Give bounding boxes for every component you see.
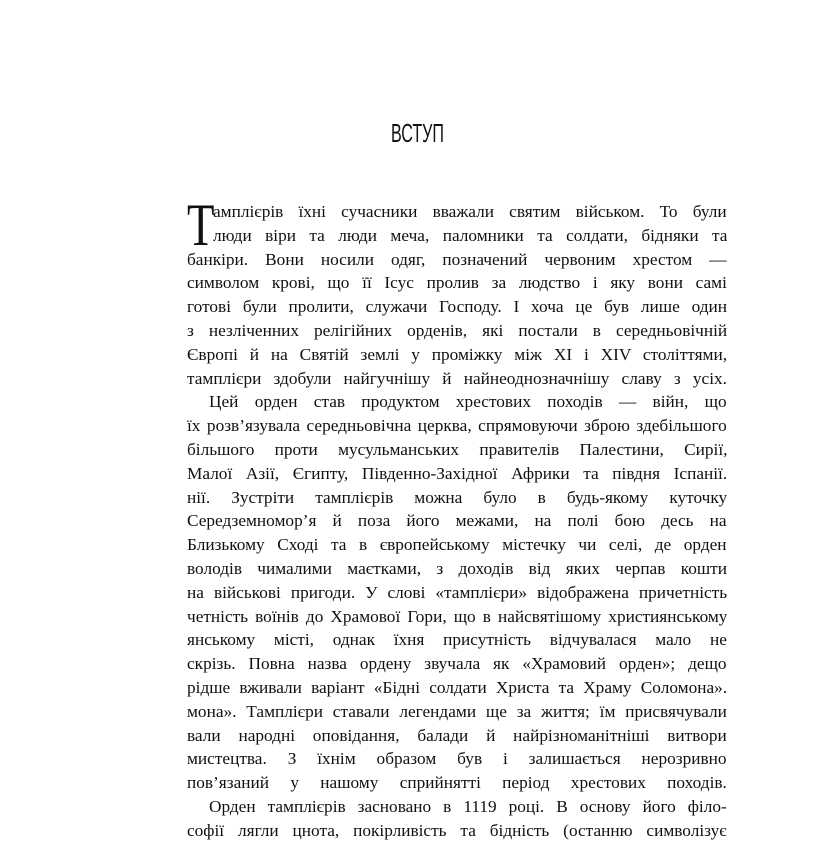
- text-line: більшого проти мусульманських правителів Палестини, Сирії,: [187, 439, 727, 459]
- text-line: на військові пригоди. У слові «тамплієри» відображена причетність: [187, 582, 727, 602]
- text-line: пов’язаний у нашому сприйнятті період хрестових походів.: [187, 773, 727, 793]
- text-line: з незліченних релігійних орденів, які постали в середньовічній: [187, 320, 727, 340]
- drop-cap-block: [187, 192, 727, 258]
- text-line: рідше вживали варіант «Бідні солдати Христа та Храму Соломона».: [187, 677, 727, 697]
- text-line: Цей орден став продуктом хрестових походів — війн, що: [209, 392, 727, 412]
- text-line: символом крові, що її Ісус пролив за людство і яку вони самі: [187, 273, 727, 293]
- text-line: мистецтва. З їхнім образом був і залишається нерозривно: [187, 749, 727, 769]
- text-line: янському місті, однак їхня присутність відчувалася мало не: [187, 630, 727, 650]
- text-line: софії лягли цнота, покірливість та бідність (останню символізує: [187, 820, 727, 840]
- text-line: володів чималими маєтками, з доходів від яких черпав кошти: [187, 558, 727, 578]
- body-text: [187, 192, 727, 843]
- text-line: Близькому Сході та в європейському містечку чи селі, де орден: [187, 535, 727, 555]
- text-line: Орден тамплієрів засновано в 1119 році. В основу його філо-: [209, 796, 727, 816]
- drop-cap: Т: [187, 192, 215, 258]
- text-line: люди віри та люди меча, паломники та солдати, бідняки та: [213, 225, 727, 245]
- text-line: банкіри. Вони носили одяг, позначений червоним хрестом —: [187, 249, 727, 269]
- text-line: четність воїнів до Храмової Гори, що в найсвятішому християнському: [187, 606, 727, 626]
- text-line: мона». Тамплієри ставали легендами ще за життя; їм присвячували: [187, 701, 727, 721]
- text-line: нії. Зустріти тамплієрів можна було в будь-якому куточку: [187, 487, 727, 507]
- text-line: готові були пролити, служачи Господу. І хоча це був лише один: [187, 297, 727, 317]
- chapter-title: ВСТУП: [390, 118, 444, 148]
- text-line: амплієрів їхні сучасники вважали святим військом. То були: [213, 202, 727, 221]
- text-line: тамплієри здобули найгучнішу й найнеоднозначнішу славу з усіх.: [187, 368, 727, 388]
- text-line: Малої Азії, Єгипту, Південно-Західної Африки та півдня Іспанії.: [187, 463, 727, 483]
- paragraph-3: [187, 795, 727, 843]
- text-line: Середземномор’я й поза його межами, на полі бою десь на: [187, 511, 727, 531]
- text-line: їх розв’язувала середньовічна церква, спрямовуючи зброю здебільшого: [187, 416, 727, 436]
- paragraph-2: [187, 390, 727, 795]
- text-line: Європі й на Святій землі у проміжку між XI і XIV століттями,: [187, 344, 727, 364]
- paragraph-1: [187, 192, 727, 390]
- text-line: вали народні оповідання, балади й найрізноманітніші витвори: [187, 725, 727, 745]
- text-line: скрізь. Повна назва ордену звучала як «Храмовий орден»; дещо: [187, 654, 727, 674]
